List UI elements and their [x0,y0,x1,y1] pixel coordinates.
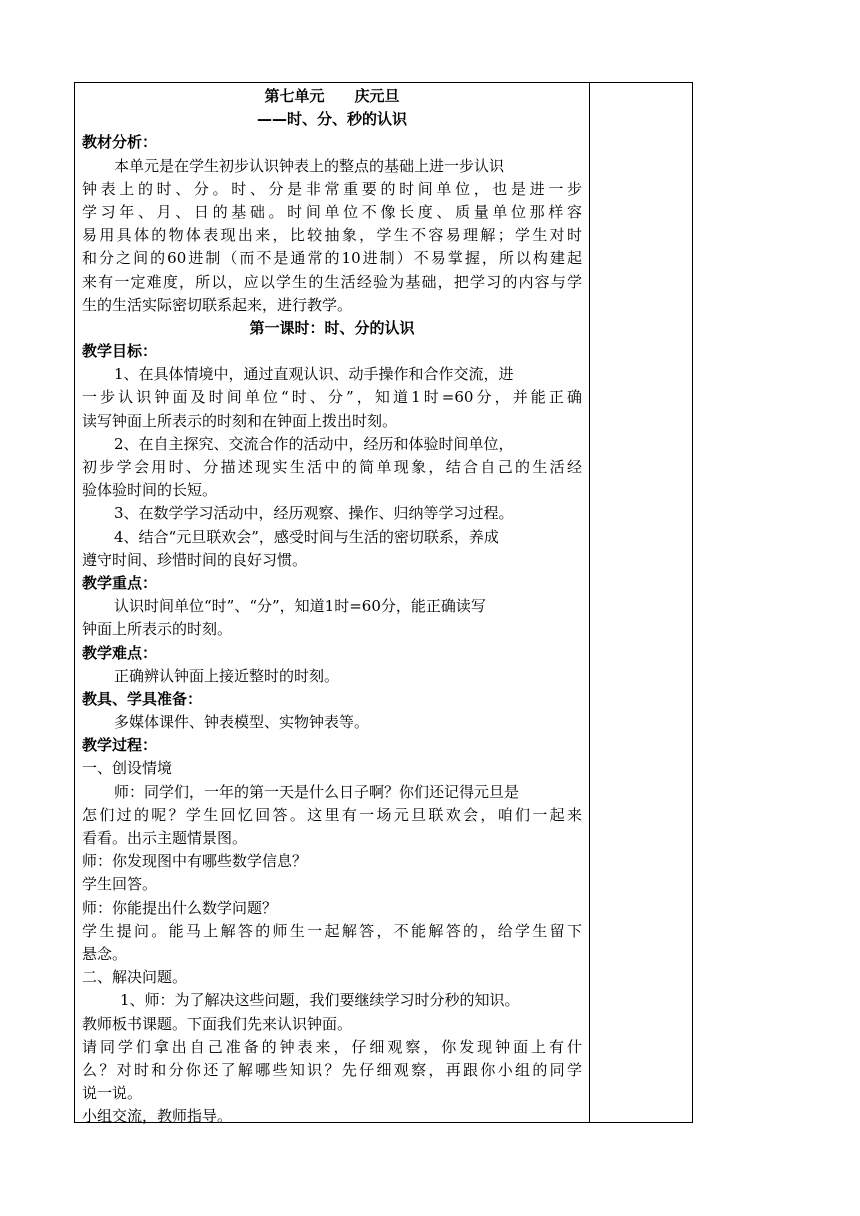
text-line: 正确辨认钟面上接近整时的时刻。 [114,666,340,685]
text-line: 师：同学们，一年的第一天是什么日子啊？你们还记得元旦是 [114,782,520,801]
text-line: 钟面上所表示的时刻。 [82,620,233,639]
text-line: 本单元是在学生初步认识钟表上的整点的基础上进一步认识 [114,156,505,175]
section-heading: 教学过程： [82,736,158,755]
text-line: 么？对时和分你还了解哪些知识？先仔细观察，再跟你小组的同学 [82,1060,582,1079]
text-line: 一、创设情境 [82,759,173,778]
text-line: 生的生活实际密切联系起来，进行教学。 [82,295,353,314]
text-line: 一步认识钟面及时间单位“时、分”，知道1时=60分，并能正确 [82,388,582,407]
text-line: 说一说。 [82,1084,143,1103]
text-line: 认识时间单位“时”、“分”，知道1时=60分，能正确读写 [114,597,486,616]
document-title: ——时、分、秒的认识 [256,110,407,129]
text-line: 学生提问。能马上解答的师生一起解答，不能解答的，给学生留下 [82,921,582,940]
text-line: 二、解决问题。 [82,968,188,987]
text-line: 师：你能提出什么数学问题？ [82,898,278,917]
text-line: 来有一定难度，所以，应以学生的生活经验为基础，把学习的内容与学 [82,272,582,291]
text-line: 3、在数学学习活动中，经历观察、操作、归纳等学习过程。 [114,504,514,523]
text-line: 遵守时间、珍惜时间的良好习惯。 [82,550,308,569]
text-line: 学习年、月、日的基础。时间单位不像长度、质量单位那样容 [82,202,582,221]
text-line: 师：你发现图中有哪些数学信息？ [82,852,308,871]
column-divider [589,83,590,1122]
text-line: 2、在自主探究、交流合作的活动中，经历和体验时间单位， [114,434,514,453]
document-title: 第一课时：时、分的认识 [249,318,415,337]
text-line: 怎们过的呢？学生回忆回答。这里有一场元旦联欢会，咱们一起来 [82,805,582,824]
section-heading: 教学难点： [82,643,158,662]
text-line: 读写钟面上所表示的时刻和在钟面上拨出时刻。 [82,411,398,430]
text-line: 易用具体的物体表现出来，比较抽象，学生不容易理解；学生对时 [82,226,582,245]
section-heading: 教材分析： [82,133,158,152]
text-line: 学生回答。 [82,875,158,894]
text-line: 1、在具体情境中，通过直观认识、动手操作和合作交流，进 [114,365,514,384]
lesson-plan-table [74,82,693,1126]
document-title: 第七单元 庆元旦 [264,87,400,105]
text-line: 初步学会用时、分描述现实生活中的简单现象，结合自己的生活经 [82,458,582,476]
text-line: 钟表上的时、分。时、分是非常重要的时间单位，也是进一步 [82,179,582,198]
text-line: 和分之间的60进制（而不是通常的10进制）不易掌握，所以构建起 [82,249,582,268]
text-line: 1、师：为了解决这些问题，我们要继续学习时分秒的知识。 [120,991,520,1010]
text-line: 看看。出示主题情景图。 [82,829,248,847]
lesson-content [82,85,582,1128]
section-heading: 教学重点： [82,573,158,592]
text-line: 4、结合“元旦联欢会”，感受时间与生活的密切联系，养成 [114,527,499,546]
section-heading: 教学目标： [82,342,158,361]
section-heading: 教具、学具准备： [82,689,203,708]
text-line: 教师板书课题。下面我们先来认识钟面。 [82,1014,353,1033]
text-line: 小组交流，教师指导。 [82,1107,233,1126]
text-line: 验体验时间的长短。 [82,481,218,500]
text-line: 悬念。 [82,944,128,963]
text-line: 多媒体课件、钟表模型、实物钟表等。 [114,713,370,732]
text-line: 请同学们拿出自己准备的钟表来，仔细观察，你发现钟面上有什 [82,1037,582,1056]
